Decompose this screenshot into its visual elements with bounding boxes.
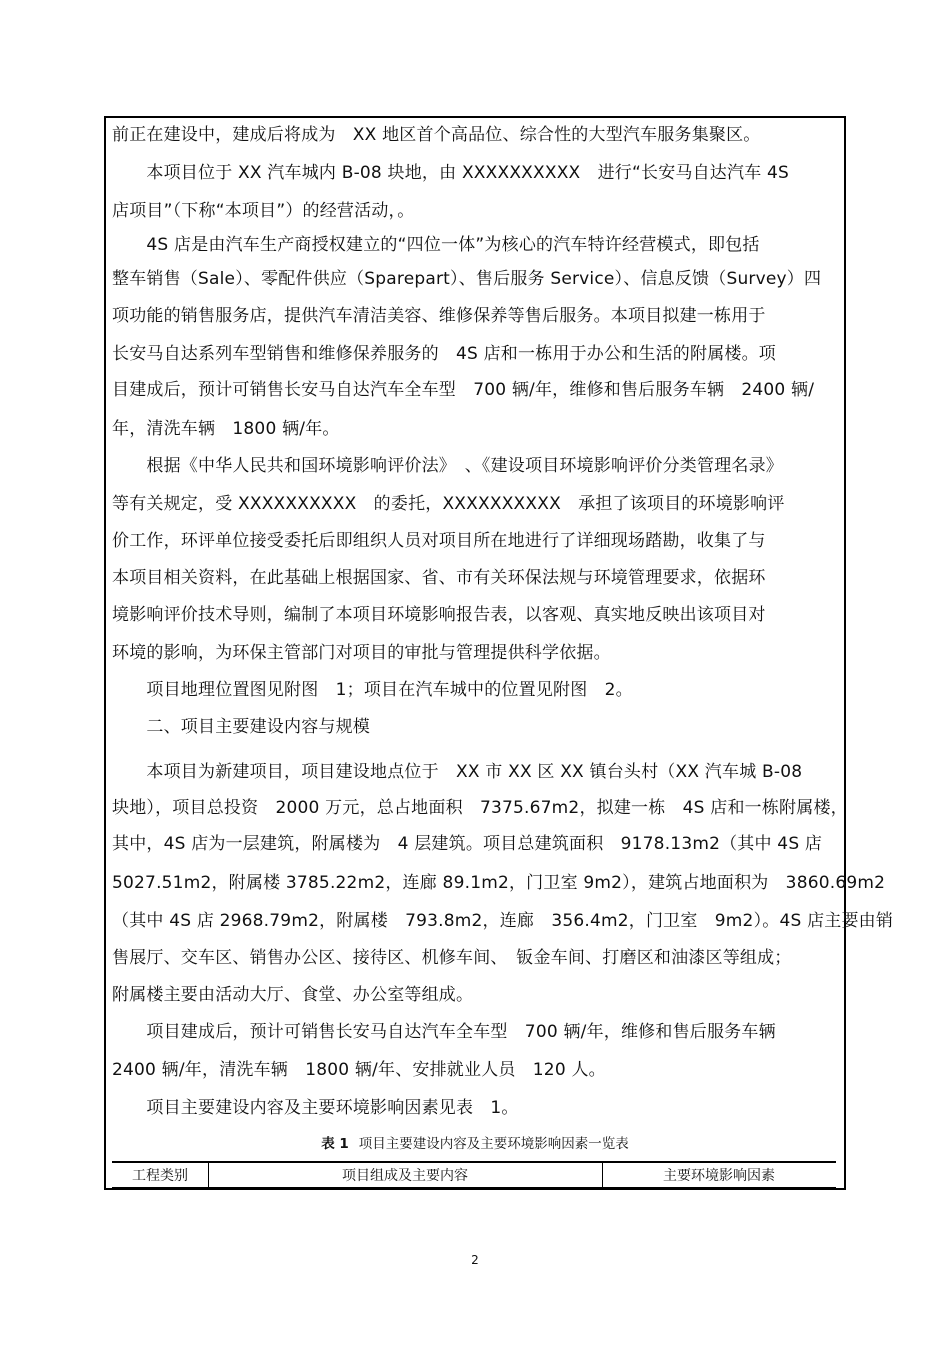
text-line: 境影响评价技术导则，编制了本项目环境影响报告表，以客观、真实地反映出该项目对 — [112, 605, 766, 625]
table-header-content: 项目组成及主要内容 — [342, 1168, 468, 1184]
text-line: 本项目位于 XX 汽车城内 B-08 块地，由 XXXXXXXXXX 进行“长安马自达汽车 4S — [112, 163, 790, 183]
text-line: 售展厅、交车区、销售办公区、接待区、机修车间、 钣金车间、打磨区和油漆区等组成； — [112, 948, 792, 968]
text-line: 块地），项目总投资 2000 万元，总占地面积 7375.67m2，拟建一栋 4S 店和一栋附属楼， — [112, 798, 848, 818]
text-line: 前正在建设中，建成后将成为 XX 地区首个高品位、综合性的大型汽车服务集聚区。 — [112, 125, 761, 145]
text-line: 项目主要建设内容及主要环境影响因素见表 1。 — [112, 1098, 519, 1118]
text-line: 根据《中华人民共和国环境影响评价法》 、《建设项目环境影响评价分类管理名录》 — [112, 456, 783, 476]
table-header-category: 工程类别 — [132, 1168, 188, 1184]
text-line: 环境的影响，为环保主管部门对项目的审批与管理提供科学依据。 — [112, 643, 611, 663]
text-line: 本项目相关资料，在此基础上根据国家、省、市有关环保法规与环境管理要求，依据环 — [112, 568, 766, 588]
text-line: 目建成后，预计可销售长安马自达汽车全车型 700 辆/年，维修和售后服务车辆 2400 辆/ — [112, 380, 815, 400]
text-line: 二、项目主要建设内容与规模 — [112, 717, 370, 737]
text-line: 附属楼主要由活动大厅、食堂、办公室等组成。 — [112, 985, 474, 1005]
text-line: 整车销售（Sale）、零配件供应（Sparepart）、售后服务 Service）、信息反馈（Survey）四 — [112, 269, 822, 289]
text-line: （其中 4S 店 2968.79m2，附属楼 793.8m2，连廊 356.4m2，门卫室 9m2）。4S 店主要由销 — [112, 911, 894, 931]
table-header-impact: 主要环境影响因素 — [663, 1168, 775, 1184]
page-number: 2 — [471, 1253, 479, 1267]
text-line: 长安马自达系列车型销售和维修保养服务的 4S 店和一栋用于办公和生活的附属楼。项 — [112, 344, 777, 364]
table-caption — [104, 1136, 846, 1152]
table-caption-number: 表 1 — [321, 1136, 349, 1152]
text-line: 项功能的销售服务店，提供汽车清洁美容、维修保养等售后服务。本项目拟建一栋用于 — [112, 306, 766, 326]
text-line: 等有关规定，受 XXXXXXXXXX 的委托，XXXXXXXXXX 承担了该项目的环境影响评 — [112, 494, 785, 514]
table-header-bottom-rule — [112, 1187, 836, 1189]
text-line: 年，清洗车辆 1800 辆/年。 — [112, 419, 340, 439]
text-line: 本项目为新建项目，项目建设地点位于 XX 市 XX 区 XX 镇台头村（XX 汽车城 B-08 — [112, 762, 803, 782]
text-line: 2400 辆/年，清洗车辆 1800 辆/年、安排就业人员 120 人。 — [112, 1060, 606, 1080]
text-line: 5027.51m2，附属楼 3785.22m2，连廊 89.1m2，门卫室 9m2），建筑占地面积为 3860.69m2 — [112, 873, 886, 893]
text-line: 项目建成后，预计可销售长安马自达汽车全车型 700 辆/年，维修和售后服务车辆 — [112, 1022, 776, 1042]
text-line: 4S 店是由汽车生产商授权建立的“四位一体”为核心的汽车特许经营模式，即包括 — [112, 235, 760, 255]
text-line: 价工作，环评单位接受委托后即组织人员对项目所在地进行了详细现场踏勘，收集了与 — [112, 531, 766, 551]
text-line: 店项目”（下称“本项目”）的经营活动，。 — [112, 201, 415, 221]
text-line: 项目地理位置图见附图 1；项目在汽车城中的位置见附图 2。 — [112, 680, 633, 700]
text-line: 其中，4S 店为一层建筑，附属楼为 4 层建筑。项目总建筑面积 9178.13m2（其中 4S 店 — [112, 834, 823, 854]
table-caption-text: 项目主要建设内容及主要环境影响因素一览表 — [358, 1136, 629, 1152]
